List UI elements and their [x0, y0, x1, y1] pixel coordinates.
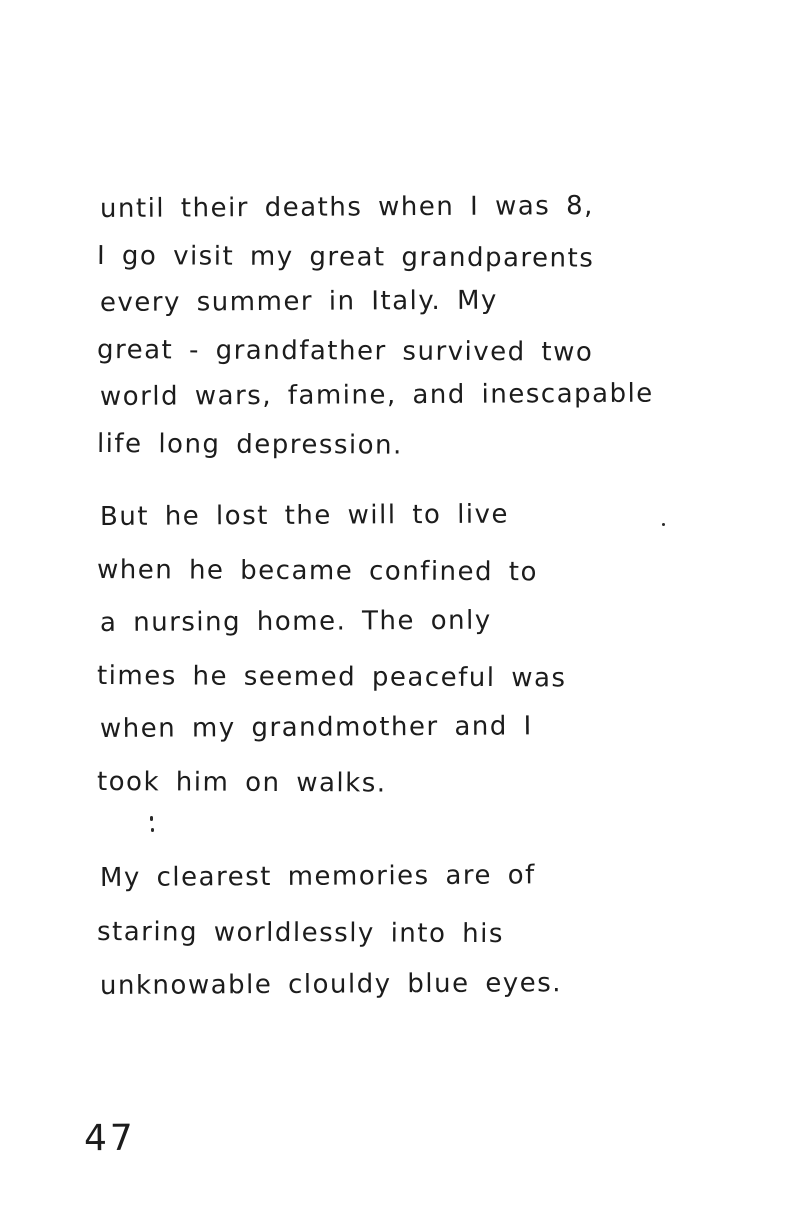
handwritten-line: But he lost the will to live	[99, 499, 510, 532]
handwritten-line: staring worldlessly into his	[96, 916, 505, 950]
ink-speck	[150, 816, 153, 821]
handwritten-line: I go visit my great grandparents	[96, 240, 595, 274]
handwritten-line: when he became confined to	[96, 554, 539, 588]
handwritten-line: took him on walks.	[96, 766, 387, 799]
handwritten-line: every summer in Italy. My	[99, 285, 498, 318]
handwritten-line: a nursing home. The only	[99, 605, 492, 638]
ink-speck	[151, 828, 154, 832]
handwritten-line: when my grandmother and I	[99, 711, 533, 744]
handwritten-line: until their deaths when I was 8,	[99, 190, 594, 224]
paragraph-memories	[96, 851, 760, 1013]
page-number: 47	[83, 1117, 136, 1160]
handwritten-line: world wars, famine, and inescapable	[99, 378, 654, 412]
handwritten-line: great - grandfather survived two	[96, 334, 594, 368]
handwritten-line: unknowable clouldy blue eyes.	[99, 968, 563, 1001]
handwritten-line: life long depression.	[96, 428, 403, 461]
paragraph-grandparents	[96, 186, 760, 468]
handwritten-line: My clearest memories are of	[99, 860, 536, 893]
ink-speck	[662, 523, 665, 526]
paragraph-nursing-home	[96, 491, 760, 809]
handwritten-line: times he seemed peaceful was	[96, 660, 567, 694]
text-block	[96, 186, 760, 1013]
